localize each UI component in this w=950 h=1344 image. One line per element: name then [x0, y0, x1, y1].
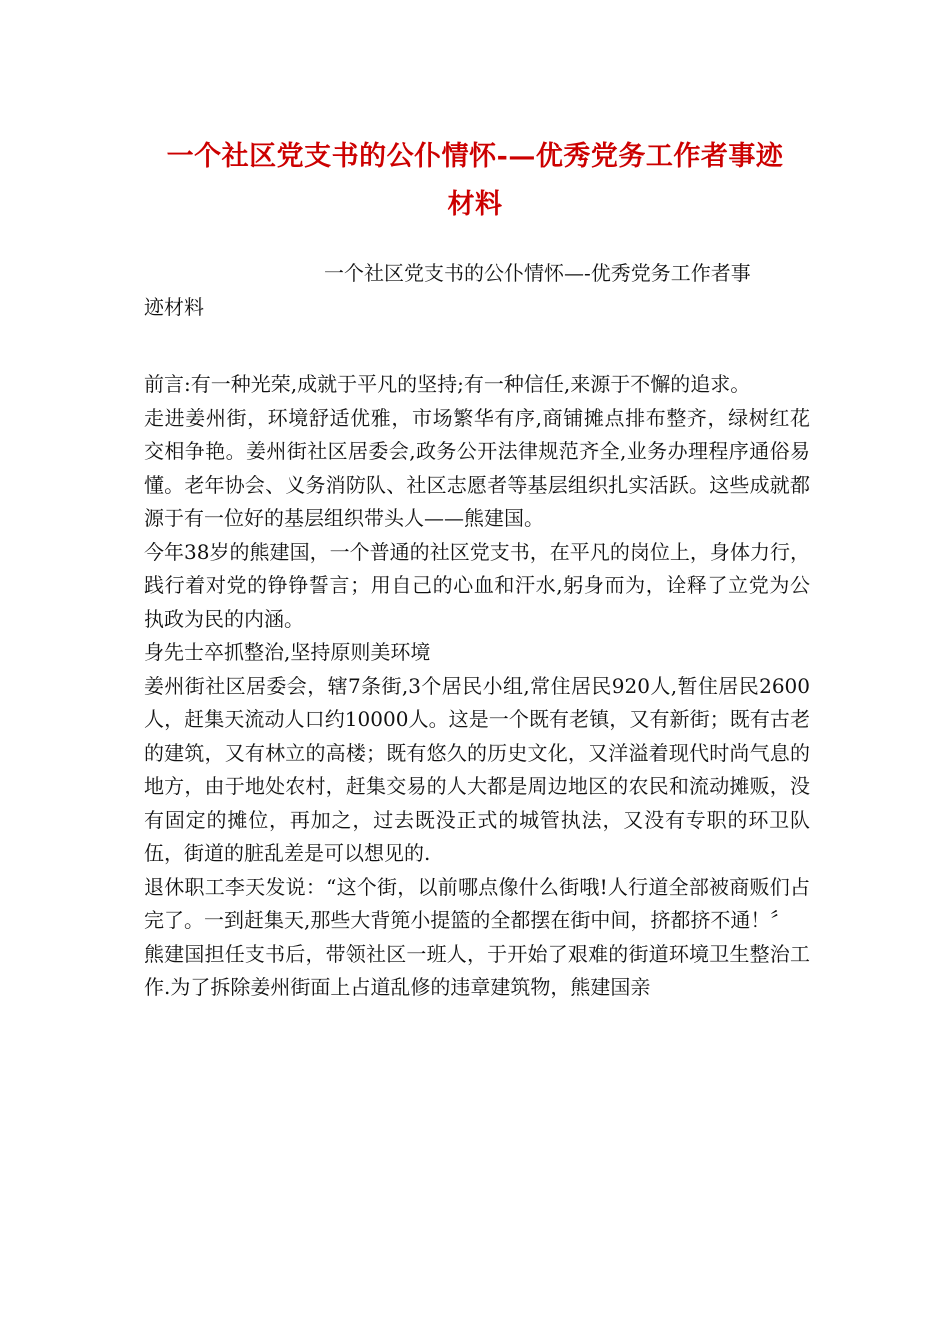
paragraph: 熊建国担任支书后，带领社区一班人，于开始了艰难的街道环境卫生整治工作.为了拆除姜州街面上占道乱修的违章建筑物，熊建国亲	[144, 941, 810, 999]
paragraph-quote: 退休职工李天发说：“这个街，以前哪点像什么街哦!人行道全部被商贩们占完了。一到赶集天,那些大背篼小提篮的全都摆在街中间，挤都挤不通！〞	[144, 874, 810, 932]
paragraph: 走进姜州街，环境舒适优雅，市场繁华有序,商铺摊点排布整齐，绿树红花交相争艳。姜州街社区居委会,政务公开法律规范齐全,业务办理程序通俗易懂。老年协会、义务消防队、社区志愿者等基层组织扎实活跃。这些成就都源于有一位好的基层组织带头人——熊建国。	[144, 405, 810, 530]
paragraph: 姜州街社区居委会，辖7条街,3个居民小组,常住居民920人,暂住居民2600人，赶集天流动人口约10000人。这是一个既有老镇，又有新街；既有古老的建筑，又有林立的高楼；既有悠久的历史文化，又洋溢着现代时尚气息的地方，由于地处农村，赶集交易的人大都是周边地区的农民和流动摊贩，没有固定的摊位，再加之，过去既没正式的城管执法，又没有专职的环卫队伍，街道的脏乱差是可以想见的.	[144, 673, 810, 865]
paragraph: 今年38岁的熊建国，一个普通的社区党支书，在平凡的岗位上，身体力行，践行着对党的铮铮誓言；用自己的心血和汗水,躬身而为，诠释了立党为公执政为民的内涵。	[144, 539, 810, 631]
document-title	[140, 133, 810, 229]
paragraph-preface: 前言:有一种光荣,成就于平凡的坚持;有一种信任,来源于不懈的追求。	[144, 372, 751, 396]
subtitle-line-2: 迹材料	[144, 294, 204, 319]
document-subtitle	[144, 257, 810, 324]
subtitle-line-1: 一个社区党支书的公仆情怀—-优秀党务工作者事	[324, 261, 751, 285]
section-heading: 身先士卒抓整治,坚持原则美环境	[144, 640, 431, 664]
title-line-1: 一个社区党支书的公仆情怀-—优秀党务工作者事迹	[166, 141, 784, 172]
document-body	[144, 368, 810, 1005]
title-line-2: 材料	[447, 189, 503, 220]
